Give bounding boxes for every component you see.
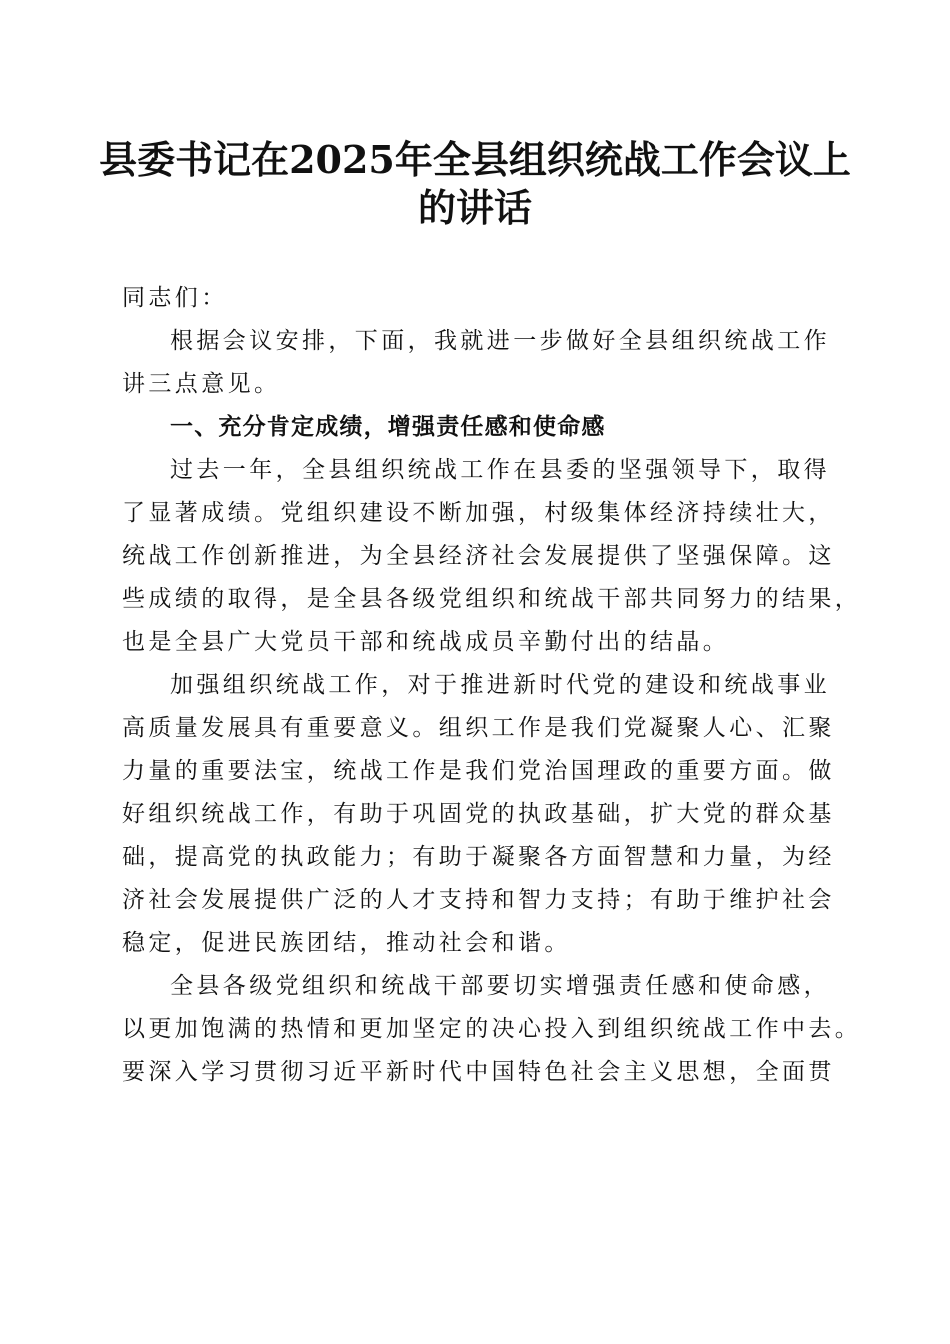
paragraph-line: 全县各级党组织和统战干部要切实增强责任感和使命感，	[170, 973, 830, 999]
paragraph-line: 些成绩的取得，是全县各级党组织和统战干部共同努力的结果，	[122, 586, 862, 612]
section-heading: 一、充分肯定成绩，增强责任感和使命感	[170, 414, 606, 440]
document-title-line-1: 县委书记在2025年全县组织统战工作会议上	[99, 137, 851, 182]
paragraph-line: 础，提高党的执政能力；有助于凝聚各方面智慧和力量，为经	[122, 844, 835, 870]
paragraph-line: 高质量发展具有重要意义。组织工作是我们党凝聚人心、汇聚	[122, 715, 835, 741]
paragraph-line: 统战工作创新推进，为全县经济社会发展提供了坚强保障。这	[122, 543, 835, 569]
paragraph-line: 济社会发展提供广泛的人才支持和智力支持；有助于维护社会	[122, 887, 835, 913]
paragraph-line: 要深入学习贯彻习近平新时代中国特色社会主义思想，全面贯	[122, 1059, 835, 1085]
paragraph-line: 了显著成绩。党组织建设不断加强，村级集体经济持续壮大，	[122, 500, 835, 526]
paragraph-line: 好组织统战工作，有助于巩固党的执政基础，扩大党的群众基	[122, 801, 835, 827]
paragraph-line: 过去一年，全县组织统战工作在县委的坚强领导下，取得	[170, 457, 830, 483]
paragraph-line: 加强组织统战工作，对于推进新时代党的建设和统战事业	[170, 672, 830, 698]
salutation: 同志们：	[122, 285, 228, 311]
document-title-line-2: 的讲话	[417, 185, 532, 230]
paragraph-line: 也是全县广大党员干部和统战成员辛勤付出的结晶。	[122, 629, 730, 655]
paragraph-line: 以更加饱满的热情和更加坚定的决心投入到组织统战工作中去。	[122, 1016, 862, 1042]
document-body	[122, 277, 862, 1094]
paragraph-line: 力量的重要法宝，统战工作是我们党治国理政的重要方面。做	[122, 758, 835, 784]
paragraph-line: 稳定，促进民族团结，推动社会和谐。	[122, 930, 571, 956]
paragraph-line: 讲三点意见。	[122, 371, 281, 397]
paragraph-line: 根据会议安排，下面，我就进一步做好全县组织统战工作	[170, 328, 830, 354]
